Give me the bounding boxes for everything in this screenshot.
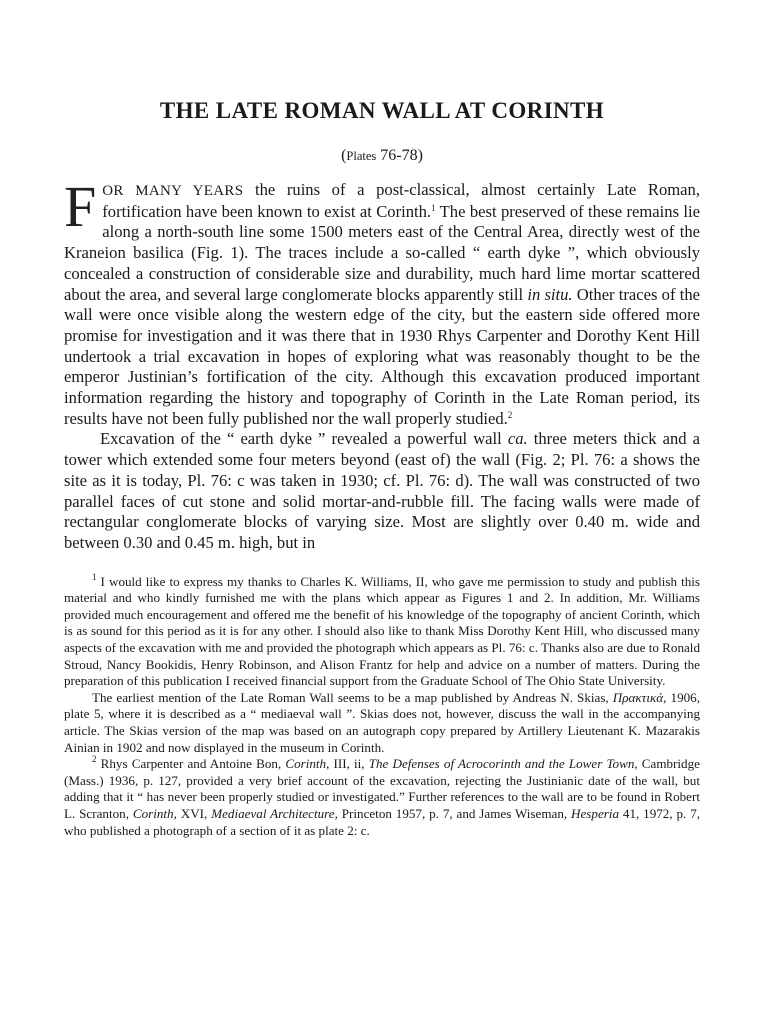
footnote-2-text-a: Rhys Carpenter and Antoine Bon, [96,756,286,772]
footnote-1-number: 1 [92,571,97,582]
footnote-2-italic-e: Hesperia [571,805,620,821]
footnote-2-italic-c: Corinth, [132,805,177,821]
footnotes [64,571,701,840]
lead-words: OR MANY YEARS [102,183,244,199]
footnote-1-text: I would like to express my thanks to Charles K. Williams, II, who gave me permission to study and publish this material and who kindly furnished me with the plans which appear as Figures 1 and 2. In addition, Mr. Williams provided much encouragement and offered me the benefit of his knowledge of the topography of ancient Corinth, which is as sound for this period as it is for any other. I should also like to thank Miss Dorothy Kent Hill, who discussed many aspects of the excavation with me and provided the photograph which appears as Pl. 76: c. Thanks also are due to Ronald Stroud, Nancy Bookidis, Henry Robinson, and Alison Frantz for help and advice on a number of matters. During the preparation of this publication I received financial support from the Graduate School of The Ohio State University. [64,573,700,689]
paragraph-1-text-b: The best preserved of these remains lie along a north-south line some 1500 meters east of the Central Area, directly west of the Kraneion basilica (Fig. 1). The traces include a so-called “ earth dyke ”, which obviously concealed a construction of considerable size and durability, much hard lime mortar scattered about the area, and several large conglomerate blocks apparently still [64,201,700,304]
footnote-2 [64,756,700,839]
footnote-ref-2: 2 [507,409,513,420]
footnote-2-italic-d: Mediaeval Architecture, [211,805,338,821]
footnote-1-continued [64,690,700,756]
paragraph-2 [64,429,700,553]
paragraph-2-text-a: Excavation of the “ earth dyke ” revealed a powerful wall [100,429,508,449]
plates-close-paren: ) [417,147,423,164]
footnote-2-text-d: XVI, [176,805,212,821]
page [64,96,700,839]
footnote-1b-greek-title: Πρακτικά [612,689,664,705]
footnote-2-italic-b: The Defenses of Acrocorinth and the Lower Town, [368,756,638,772]
body-text [64,174,700,554]
footnote-2-text-b: III, ii, [329,756,369,772]
plates-open-paren: ( [341,147,347,164]
footnote-2-text-c: Cambridge (Mass.) 1936, p. 127, provided a very brief account of the excavation, rejecting the Justinianic date of the wall, but adding that it “ has never been properly studied or investigated.” Further references to the wall are to be found in Robert L. Scranton, [64,756,700,821]
footnote-2-number: 2 [92,754,97,765]
footnote-2-text-e: Princeton 1957, p. 7, and James Wiseman, [337,805,572,821]
footnote-1 [64,571,700,690]
footnote-2-text-f: 41, 1972, p. 7, who published a photograph of a section of it as plate 2: c. [64,805,701,838]
drop-cap: F [64,174,97,239]
plates-label: Plates [346,149,377,163]
plates-range: 76-78 [380,147,418,164]
footnote-1b-text-b: , 1906, plate 5, where it is described as a “ mediaeval wall ”. Skias does not, however, discuss the wall in the accompanying article. The Skias version of the map was based on an autograph copy prepared by Artillery Lieutenant K. Mazarakis Ainian in 1902 and now displayed in the museum in Corinth. [64,689,700,755]
paragraph-2-italic: ca. [507,429,528,449]
paragraph-1-text-a: the ruins of a post-classical, almost certainly Late Roman, fortification have been known to exist at Corinth. [102,180,700,221]
footnote-1b-text-a: The earliest mention of the Late Roman Wall seems to be a map published by Andreas N. Skias, [92,689,613,705]
plates-reference [64,146,700,166]
paragraph-1-italic: in situ. [527,284,573,304]
paragraph-1 [64,174,700,429]
article-title: THE LATE ROMAN WALL AT CORINTH [159,98,605,123]
paragraph-2-text-b: three meters thick and a tower which extended some four meters beyond (east of) the wall (Fig. 2; Pl. 76: a shows the site as it is today, Pl. 76: c was taken in 1930; cf. Pl. 76: d). The wall was constructed of two parallel faces of cut stone and solid mortar-and-rubble fill. The facing walls were made of rectangular conglomerate blocks of varying size. Most are slightly over 0.40 m. wide and between 0.30 and 0.45 m. high, but in [64,429,700,552]
footnote-ref-1: 1 [431,202,436,213]
paragraph-1-text-c: Other traces of the wall were once visible along the western edge of the city, but the eastern side offered more promise for investigation and it was there that in 1930 Rhys Carpenter and Dorothy Kent Hill undertook a trial excavation in hopes of exploring what was reasonably thought to be the emperor Justinian’s fortification of the city. Although this excavation produced important information regarding the history and topography of Corinth in the Late Roman period, its results have not been fully published nor the wall properly studied. [64,284,700,428]
footnote-2-italic-a: Corinth, [285,756,330,772]
